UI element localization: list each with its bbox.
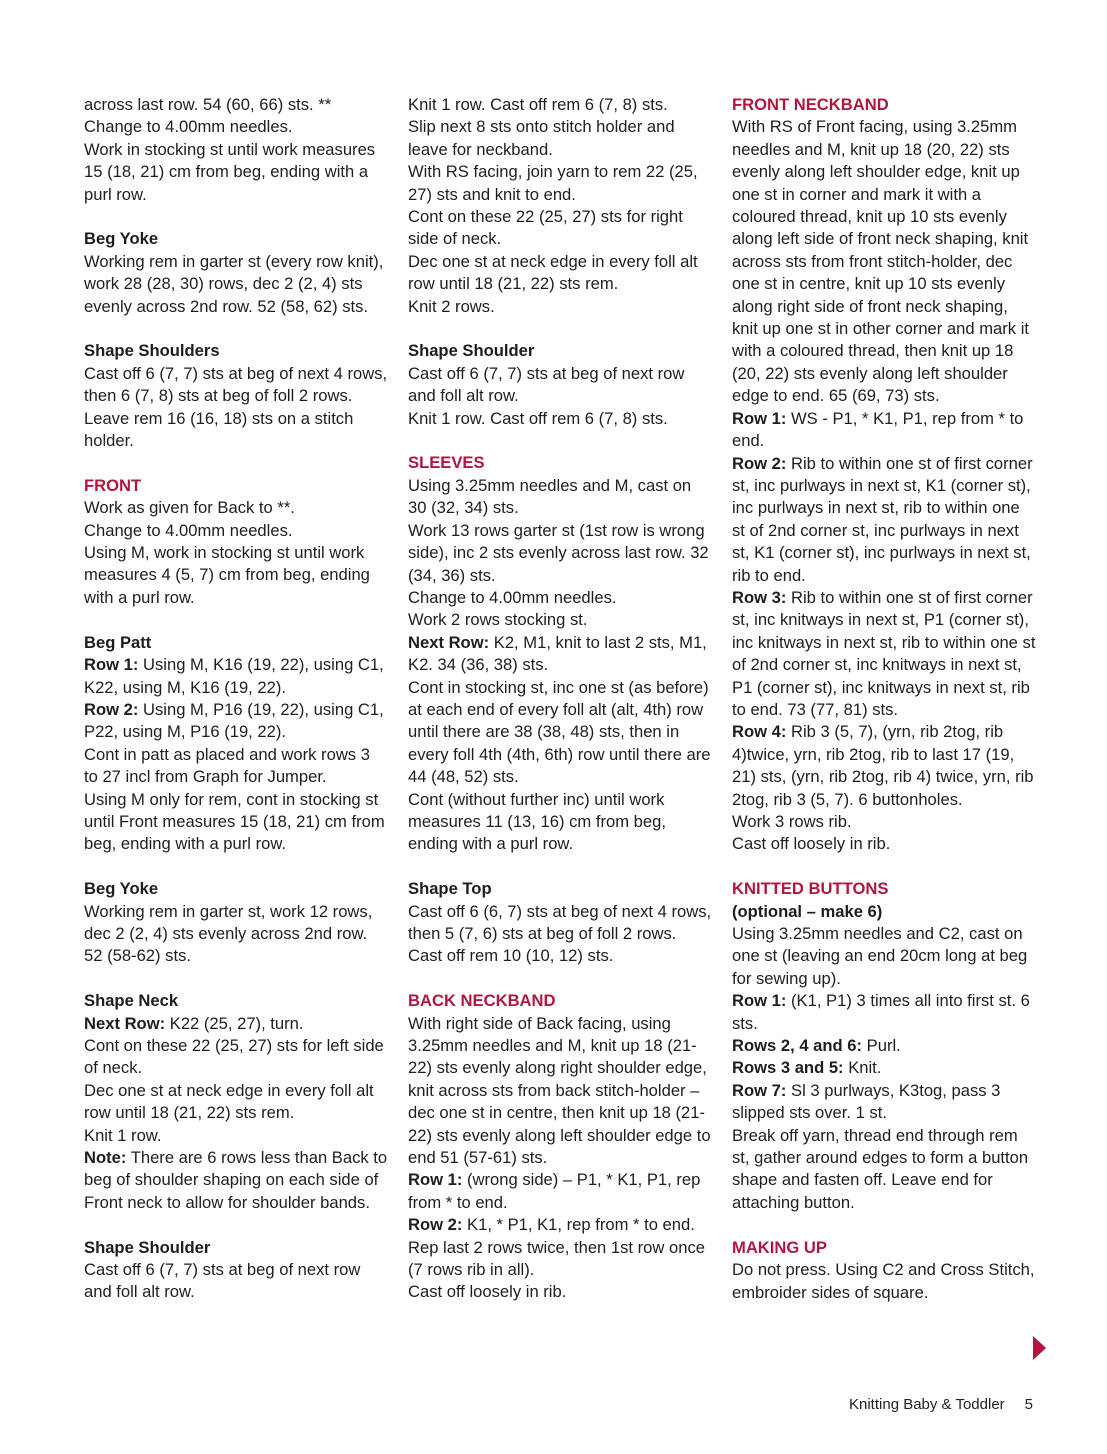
paragraph: Knit 1 row. [84, 1125, 162, 1145]
paragraph: Cont on these 22 (25, 27) sts for left side of neck. [84, 1035, 384, 1078]
row-text: Rib 3 (5, 7), (yrn, rib 2tog, rib 4)twice, yrn, rib 2tog, rib to last 17 (19, 21) sts, (yrn, rib 2tog, rib 4) twice, yrn, rib 2tog, rib 3 (5, 7). 6 buttonholes. [732, 722, 1034, 809]
row-label: Row 7: [732, 1080, 787, 1100]
row-text: K2, M1, knit to last 2 sts, M1, K2. 34 (36, 38) sts. [408, 632, 707, 675]
subheading-beg-yoke: Beg Yoke [84, 879, 159, 899]
paragraph: Slip next 8 sts onto stitch holder and leave for neckband. [408, 117, 675, 159]
paragraph: Cont on these 22 (25, 27) sts for right side of neck. [408, 207, 683, 249]
row-label: Row 2: [84, 699, 139, 719]
instruction-row [84, 1013, 388, 1035]
row-text: WS - P1, * K1, P1, rep from * to end. [732, 408, 1024, 451]
optional-note: (optional – make 6) [732, 901, 883, 921]
paragraph: Knit 1 row. Cast off rem 6 (7, 8) sts. [408, 95, 668, 114]
row-text: K1, * P1, K1, rep from * to end. [462, 1215, 695, 1235]
instruction-row [732, 1080, 1036, 1125]
row-label: Row 3: [732, 587, 787, 607]
paragraph: Using 3.25mm needles and M, cast on 30 (32, 34) sts. [408, 475, 692, 518]
instruction-row [408, 1214, 712, 1236]
instruction-row [408, 1169, 712, 1214]
column-1 [84, 94, 388, 1304]
column-3 [732, 94, 1036, 1304]
subheading-shape-shoulders: Shape Shoulders [84, 341, 220, 361]
paragraph: Rep last 2 rows twice, then 1st row once (7 rows rib in all). [408, 1237, 705, 1280]
paragraph: Cont (without further inc) until work measures 11 (13, 16) cm from beg, ending with a purl row. [408, 789, 666, 854]
subheading-beg-yoke: Beg Yoke [84, 229, 159, 249]
section-heading-front: FRONT [84, 475, 142, 495]
row-label: Row 1: [732, 408, 787, 428]
paragraph: Cast off loosely in rib. [408, 1282, 567, 1302]
row-text: K22 (25, 27), turn. [165, 1013, 304, 1033]
triangle-right-icon[interactable] [1033, 1336, 1046, 1360]
row-text: (K1, P1) 3 times all into first st. 6 sts. [732, 991, 1030, 1033]
paragraph: Working rem in garter st (every row knit), work 28 (28, 30) rows, dec 2 (2, 4) sts evenly across 2nd row. 52 (58, 62) sts. [84, 251, 384, 316]
section-heading-back-neckband: BACK NECKBAND [408, 991, 556, 1011]
page-number: 5 [1024, 1396, 1033, 1413]
paragraph: Work as given for Back to **. [84, 498, 295, 518]
row-label: Row 2: [408, 1215, 463, 1235]
note [84, 1147, 388, 1214]
paragraph: Do not press. Using C2 and Cross Stitch, embroider sides of square. [732, 1260, 1035, 1302]
row-text: Purl. [862, 1036, 901, 1056]
paragraph: Dec one st at neck edge in every foll alt row until 18 (21, 22) sts rem. [408, 251, 698, 294]
row-text: Using M, K16 (19, 22), using C1, K22, using M, K16 (19, 22). [84, 655, 384, 697]
row-label: Next Row: [84, 1013, 166, 1033]
paragraph: Using 3.25mm needles and C2, cast on one st (leaving an end 20cm long at beg for sewing up). [732, 924, 1028, 988]
row-text: Rib to within one st of first corner st, inc knitways in next st, P1 (corner st), inc knitways in next st, rib to within one st of 2nd corner st, inc knitways in next st, P1 (corner st), inc knitways in next st, rib to end. 73 (77, 81) sts. [732, 587, 1036, 719]
paragraph: Change to 4.00mm needles. [84, 117, 293, 137]
paragraph: Working rem in garter st, work 12 rows, dec 2 (2, 4) sts evenly across 2nd row. 52 (58-62) sts. [84, 901, 373, 966]
paragraph: Change to 4.00mm needles. [408, 587, 617, 607]
paragraph: Cast off 6 (6, 7) sts at beg of next 4 rows, then 5 (7, 6) sts at beg of foll 2 rows. Cast off rem 10 (10, 12) sts. [408, 901, 712, 966]
paragraph: Break off yarn, thread end through rem st, gather around edges to form a button shape and fasten off. Leave end for attaching button. [732, 1125, 1029, 1212]
subheading-shape-top: Shape Top [408, 879, 492, 899]
instruction-row [732, 1035, 1036, 1057]
row-label: Row 1: [732, 991, 787, 1011]
row-label: Rows 3 and 5: [732, 1058, 844, 1078]
paragraph: Work 3 rows rib. [732, 812, 852, 831]
paragraph: With RS of Front facing, using 3.25mm needles and M, knit up 18 (20, 22) sts evenly along left shoulder edge, knit up one st in corner and mark it with a coloured thread, knit up 10 sts evenly along left side of front neck shaping, knit across sts from front stitch-holder, dec one st in centre, knit up 10 sts evenly along right side of front neck shaping, knit up one st in other corner and mark it with a coloured thread, then knit up 18 (20, 22) sts evenly along left shoulder edge to end. 65 (69, 73) sts. [732, 117, 1029, 406]
paragraph: Leave rem 16 (16, 18) sts on a stitch holder. [84, 408, 354, 451]
paragraph: Cast off 6 (7, 7) sts at beg of next row and foll alt row. [408, 363, 685, 406]
note-text: There are 6 rows less than Back to beg of shoulder shaping on each side of Front neck to allow for shoulder bands. [84, 1148, 388, 1212]
page-footer [849, 1396, 1033, 1413]
paragraph: Cont in stocking st, inc one st (as before) at each end of every foll alt (alt, 4th) row until there are 38 (38, 48) sts, then in every foll 4th (4th, 6th) row until there are 44 (48, 52) sts. [408, 677, 711, 787]
instruction-row [732, 453, 1036, 587]
paragraph: Cont in patt as placed and work rows 3 to 27 incl from Graph for Jumper. [84, 744, 370, 787]
paragraph: Change to 4.00mm needles. [84, 520, 293, 540]
instruction-row [732, 1057, 1036, 1079]
subheading-shape-shoulder: Shape Shoulder [84, 1237, 211, 1257]
section-heading-front-neckband: FRONT NECKBAND [732, 95, 889, 114]
paragraph: Knit 1 row. Cast off rem 6 (7, 8) sts. [408, 408, 668, 428]
instruction-row [732, 408, 1036, 453]
subheading-shape-shoulder: Shape Shoulder [408, 341, 535, 361]
note-label: Note: [84, 1148, 127, 1167]
row-text: Sl 3 purlways, K3tog, pass 3 slipped sts over. 1 st. [732, 1080, 1001, 1123]
row-label: Row 4: [732, 722, 787, 742]
instruction-row [732, 990, 1036, 1035]
section-heading-making-up: MAKING UP [732, 1237, 827, 1257]
instruction-row [84, 654, 388, 699]
paragraph: Work in stocking st until work measures 15 (18, 21) cm from beg, ending with a purl row. [84, 139, 376, 204]
row-text: Using M, P16 (19, 22), using C1, P22, using M, P16 (19, 22). [84, 699, 384, 742]
footer-title: Knitting Baby & Toddler [849, 1396, 1005, 1413]
row-label: Row 2: [732, 453, 787, 473]
column-2 [408, 94, 712, 1304]
row-label: Next Row: [408, 632, 490, 652]
paragraph: Dec one st at neck edge in every foll alt row until 18 (21, 22) sts rem. [84, 1080, 374, 1123]
subheading-shape-neck: Shape Neck [84, 991, 179, 1011]
paragraph: Using M, work in stocking st until work measures 4 (5, 7) cm from beg, ending with a purl row. [84, 543, 370, 607]
section-heading-knitted-buttons: KNITTED BUTTONS [732, 879, 889, 899]
paragraph: Cast off 6 (7, 7) sts at beg of next 4 rows, then 6 (7, 8) sts at beg of foll 2 rows. [84, 363, 388, 406]
row-text: (wrong side) – P1, * K1, P1, rep from * to end. [408, 1170, 701, 1212]
paragraph: Work 13 rows garter st (1st row is wrong side), inc 2 sts evenly across last row. 32 (34, 36) sts. [408, 520, 709, 585]
subheading-beg-patt: Beg Patt [84, 632, 152, 652]
paragraph: With RS facing, join yarn to rem 22 (25, 27) sts and knit to end. [408, 162, 698, 204]
row-label: Row 1: [408, 1170, 463, 1190]
row-text: Knit. [843, 1058, 882, 1078]
row-label: Row 1: [84, 655, 139, 675]
bottom-fade [0, 1346, 1107, 1368]
row-text: Rib to within one st of first corner st, inc purlways in next st, K1 (corner st), inc purlways in next st, rib to within one st of 2nd corner st, inc purlways in next st, K1 (corner st), inc purlways in next st, rib to end. [732, 453, 1033, 585]
instruction-row [408, 632, 712, 677]
paragraph: Using M only for rem, cont in stocking st until Front measures 15 (18, 21) cm from beg, ending with a purl row. [84, 789, 385, 854]
paragraph: Cast off 6 (7, 7) sts at beg of next row and foll alt row. [84, 1260, 361, 1302]
row-label: Rows 2, 4 and 6: [732, 1036, 863, 1056]
section-heading-sleeves: SLEEVES [408, 453, 485, 473]
instruction-row [732, 587, 1036, 721]
paragraph: With right side of Back facing, using 3.25mm needles and M, knit up 18 (21-22) sts evenly along right shoulder edge, knit across sts from back stitch-holder – dec one st in centre, then knit up 18 (21-22) sts evenly along left shoulder edge to end 51 (57-61) sts. [408, 1013, 711, 1168]
instruction-row [732, 721, 1036, 811]
paragraph: across last row. 54 (60, 66) sts. ** [84, 95, 332, 114]
instruction-row [84, 699, 388, 744]
paragraph: Knit 2 rows. [408, 296, 495, 316]
paragraph: Work 2 rows stocking st. [408, 610, 588, 630]
paragraph: Cast off loosely in rib. [732, 834, 891, 854]
